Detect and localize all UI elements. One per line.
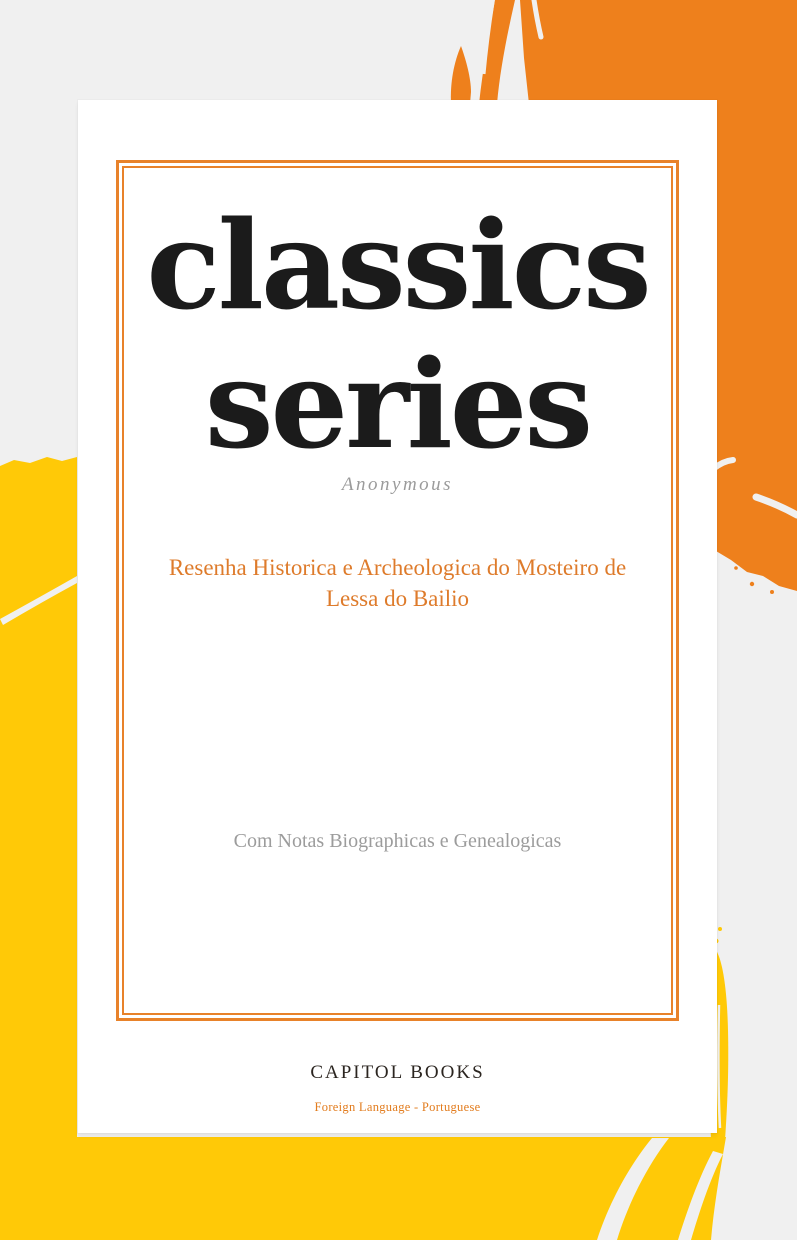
category-label: Foreign Language - Portuguese bbox=[314, 1100, 481, 1114]
author-name: Anonymous bbox=[341, 474, 454, 495]
orange-brush-speck bbox=[770, 590, 774, 594]
publisher-name: CAPITOL BOOKS bbox=[310, 1062, 485, 1083]
orange-brush-speck bbox=[734, 566, 738, 570]
series-title-line-2: series bbox=[204, 332, 591, 476]
series-title-line-1: classics bbox=[146, 193, 649, 337]
cover-card bbox=[78, 100, 717, 1133]
series-title bbox=[78, 193, 717, 476]
book-subtitle: Com Notas Biographicas e Genealogicas bbox=[233, 830, 562, 852]
yellow-brush-speck bbox=[718, 927, 722, 931]
orange-brush-speck bbox=[750, 582, 754, 586]
yellow-brush-left bbox=[0, 457, 77, 1240]
book-title: Resenha Historica e Archeologica do Mosteiro de Lessa do Bailio bbox=[168, 555, 627, 611]
